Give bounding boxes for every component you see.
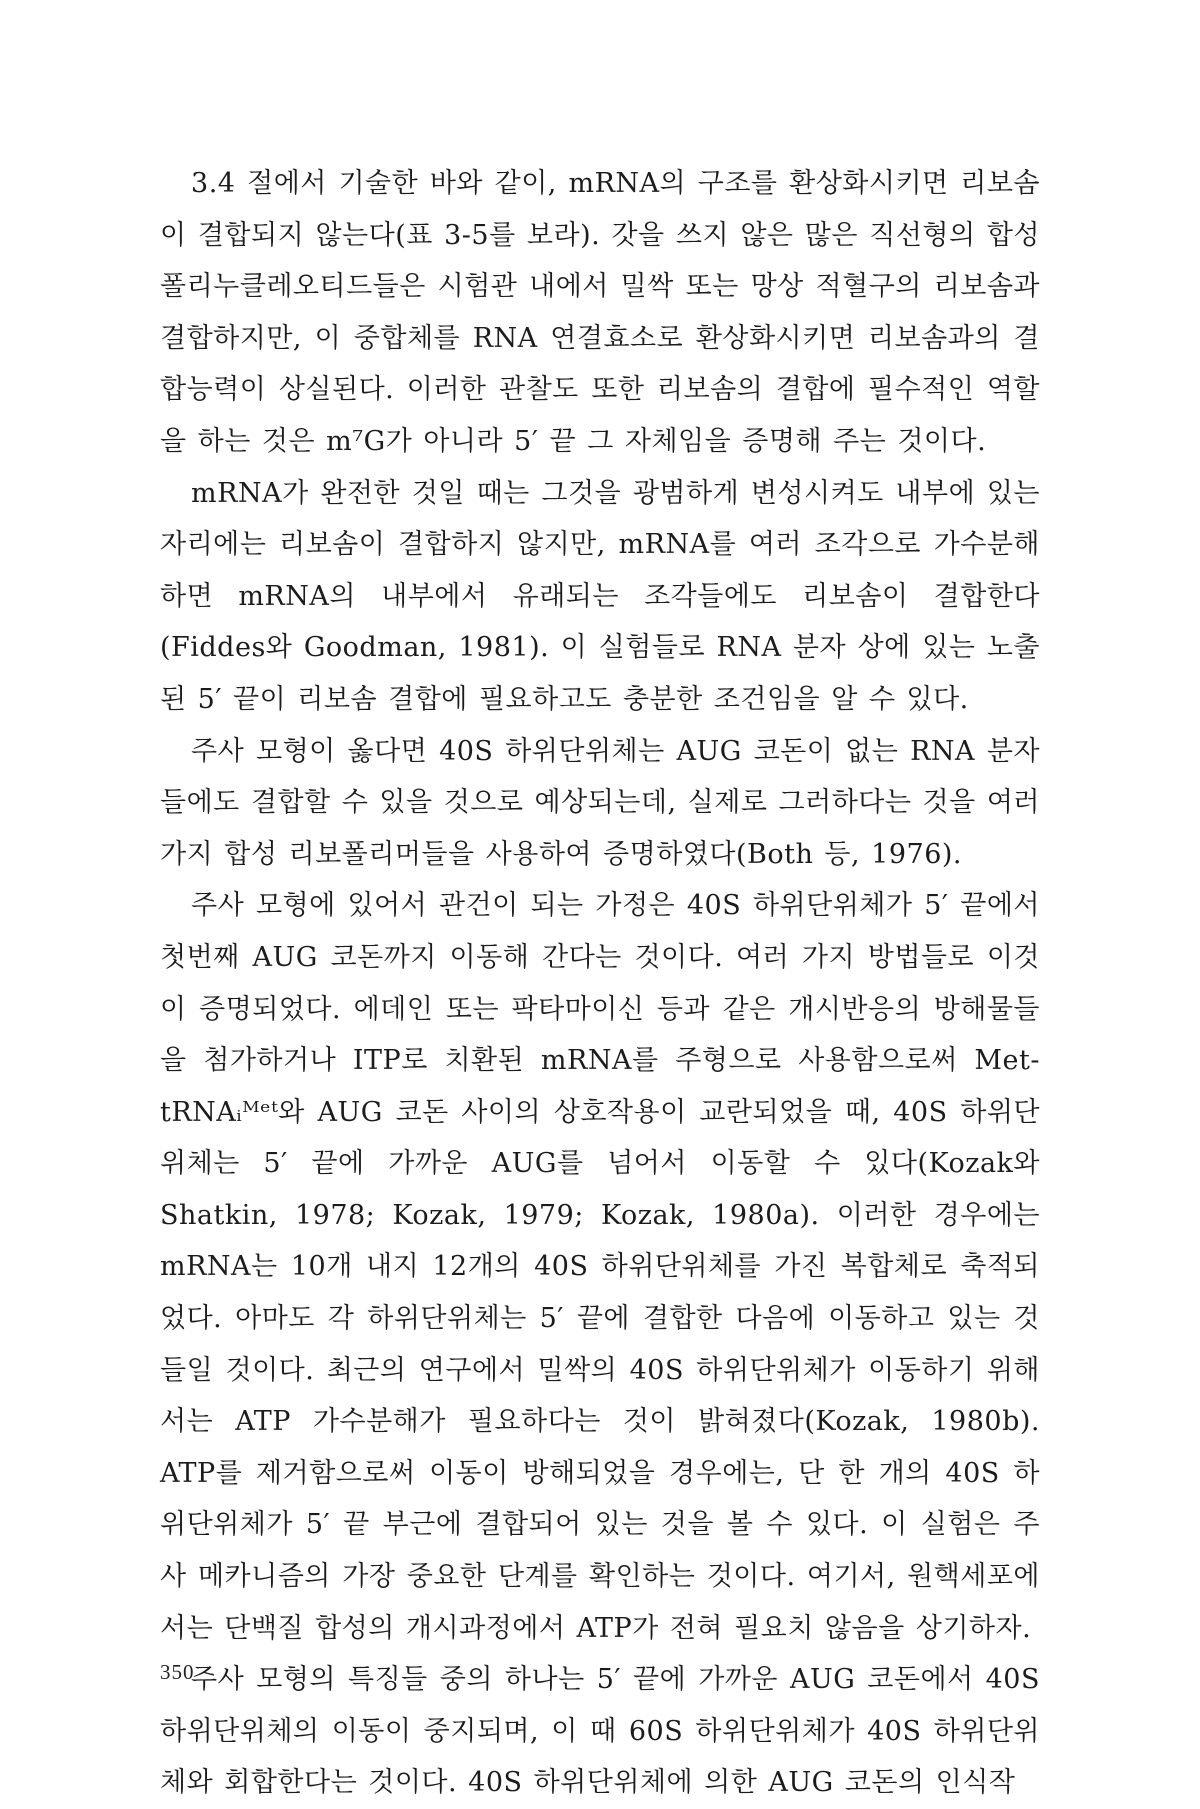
paragraph-2: mRNA가 완전한 것일 때는 그것을 광범하게 변성시켜도 내부에 있는 자리에는 리보솜이 결합하지 않지만, mRNA를 여러 조각으로 가수분해하면 mRNA의 내부에서 유래되는 조각들에도 리보솜이 결합한다(Fiddes와 Goodman, 1981). 이 실험들로 RNA 분자 상에 있는 노출된 5′ 끝이 리보솜 결합에 필요하고도 충분한 조건임을 알 수 있다. — [160, 477, 1040, 715]
paragraph-1: 3.4 절에서 기술한 바와 같이, mRNA의 구조를 환상화시키면 리보솜이 결합되지 않는다(표 3-5를 보라). 갓을 쓰지 않은 많은 직선형의 합성 폴리누클레오티드들은 시험관 내에서 밀싹 또는 망상 적혈구의 리보솜과 결합하지만, 이 중합체를 RNA 연결효소로 환상화시키면 리보솜과의 결합능력이 상실된다. 이러한 관찰도 또한 리보솜의 결합에 필수적인 역할을 하는 것은 m⁷G가 아니라 5′ 끝 그 자체임을 증명해 주는 것이다. — [160, 168, 1040, 457]
paragraph-4: 주사 모형에 있어서 관건이 되는 가정은 40S 하위단위체가 5′ 끝에서 첫번째 AUG 코돈까지 이동해 간다는 것이다. 여러 가지 방법들로 이것이 증명되었다. 에데인 또는 팍타마이신 등과 같은 개시반응의 방해물들을 첨가하거나 ITP로 치환된 mRNA를 주형으로 사용함으로써 Met-tRNAᵢᴹᵉᵗ와 AUG 코돈 사이의 상호작용이 교란되었을 때, 40S 하위단위체는 5′ 끝에 가까운 AUG를 넘어서 이동할 수 있다(Kozak와 Shatkin, 1978; Kozak, 1979; Kozak, 1980a). 이러한 경우에는 mRNA는 10개 내지 12개의 40S 하위단위체를 가진 복합체로 축적되었다. 아마도 각 하위단위체는 5′ 끝에 결합한 다음에 이동하고 있는 것들일 것이다. 최근의 연구에서 밀싹의 40S 하위단위체가 이동하기 위해서는 ATP 가수분해가 필요하다는 것이 밝혀졌다(Kozak, 1980b). ATP를 제거함으로써 이동이 방해되었을 경우에는, 단 한 개의 40S 하위단위체가 5′ 끝 부근에 결합되어 있는 것을 볼 수 있다. 이 실험은 주사 메카니즘의 가장 중요한 단계를 확인하는 것이다. 여기서, 원핵세포에서는 단백질 합성의 개시과정에서 ATP가 전혀 필요치 않음을 상기하자. — [160, 890, 1040, 1644]
paragraph-5: 주사 모형의 특징들 중의 하나는 5′ 끝에 가까운 AUG 코돈에서 40S 하위단위체의 이동이 중지되며, 이 때 60S 하위단위체가 40S 하위단위체와 회합한다는 것이다. 40S 하위단위체에 의한 AUG 코돈의 인식작 — [160, 1664, 1040, 1799]
page-body — [160, 158, 1040, 1809]
page-number: 350 — [160, 1660, 195, 1684]
paragraph-3: 주사 모형이 옳다면 40S 하위단위체는 AUG 코돈이 없는 RNA 분자들에도 결합할 수 있을 것으로 예상되는데, 실제로 그러하다는 것을 여러 가지 합성 리보폴리머들을 사용하여 증명하였다(Both 등, 1976). — [160, 735, 1040, 870]
